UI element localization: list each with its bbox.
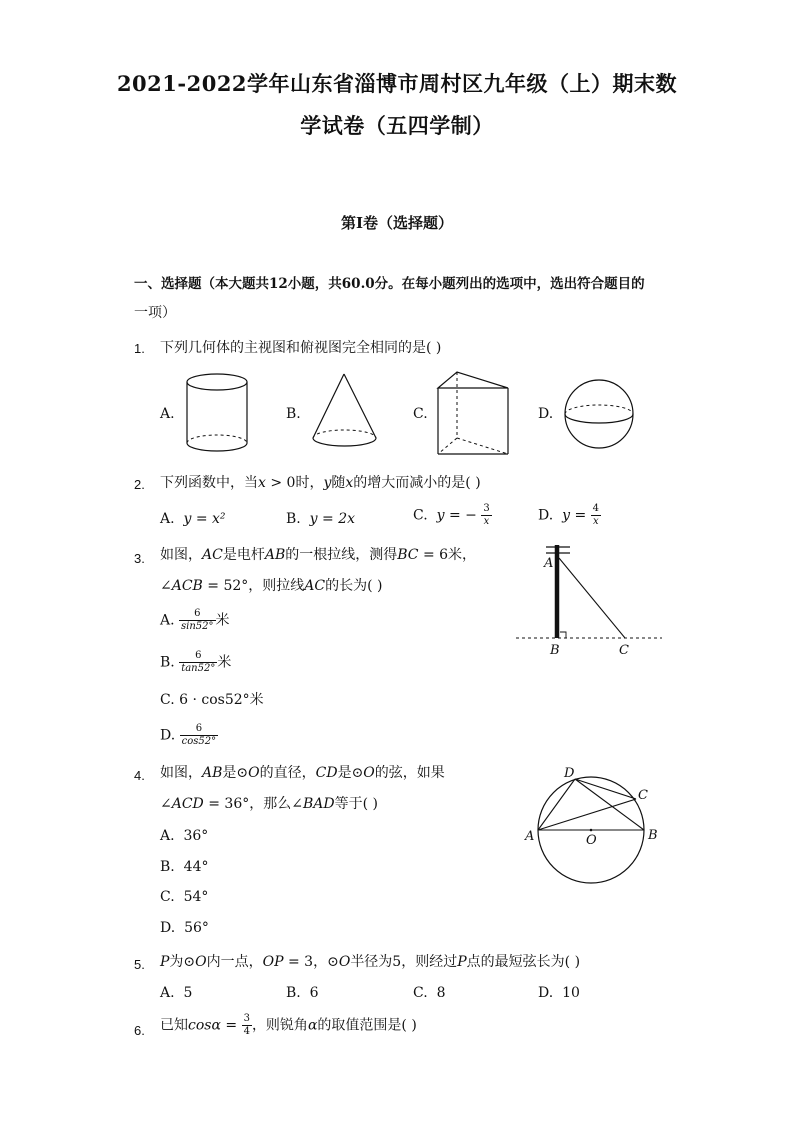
option-c [160, 887, 208, 907]
math-angle: ∠ACD [160, 796, 204, 812]
option-letter: C. [413, 507, 428, 524]
stem-text: 点的最短弦长为( ) [466, 954, 581, 970]
stem-text: 如图， [160, 765, 202, 781]
stem-text: 的长为( ) [325, 578, 383, 594]
option-text: 8 [436, 985, 446, 1001]
option-expression: y = [562, 507, 587, 524]
option-d [538, 503, 601, 528]
fraction [242, 1013, 252, 1038]
fraction [179, 608, 216, 633]
question-stem [160, 1013, 417, 1038]
center-point [590, 829, 593, 832]
stem-text: 的取值范围是( ) [317, 1017, 417, 1034]
math-var: OP [262, 954, 284, 970]
option-letter: C. [160, 889, 175, 905]
label-c: C [638, 788, 648, 803]
math-var: BC [397, 547, 419, 563]
question-stem-line-2 [160, 576, 383, 596]
stem-text: ，则锐角 [251, 1017, 308, 1034]
option-text: 36° [183, 828, 209, 844]
option-b [286, 983, 319, 1003]
option-expression: y = − [436, 507, 477, 524]
right-angle-mark [560, 632, 566, 638]
question-stem [160, 952, 580, 972]
label-o: O [586, 833, 597, 848]
math-expression: cosα [188, 1017, 221, 1034]
utility-pole-figure [510, 540, 670, 660]
stem-text: 的直径， [259, 765, 316, 781]
option-d [538, 983, 580, 1003]
question-number: 1. [134, 341, 145, 356]
option-a [160, 983, 192, 1003]
fraction-numerator: 3 [483, 503, 490, 514]
cylinder-icon [183, 370, 253, 458]
chord-db [575, 779, 644, 830]
fraction-denominator: tan52° [181, 663, 216, 674]
option-letter: D. [160, 920, 176, 936]
circle-figure [520, 762, 668, 890]
fraction-numerator: 3 [243, 1013, 250, 1024]
stem-text: 如图， [160, 547, 202, 563]
option-letter: C. [413, 985, 428, 1001]
math-expression: = [220, 1017, 238, 1034]
fraction-numerator: 6 [179, 608, 216, 621]
option-text: 44° [183, 859, 209, 875]
stem-text: 随 [331, 475, 346, 491]
option-letter: D. [160, 727, 176, 744]
label-d: D [564, 766, 575, 781]
math-var: x [258, 475, 266, 491]
exam-title-line-2: 学试卷（五四学制） [300, 113, 494, 138]
stem-text: 是电杆 [222, 547, 265, 563]
option-c [413, 503, 492, 528]
option-letter: B. [286, 985, 301, 1001]
option-d [160, 723, 218, 748]
question-number: 4. [134, 768, 145, 783]
option-d [160, 918, 209, 938]
option-letter: B. [286, 511, 301, 527]
option-text: 6 · cos52°米 [179, 692, 264, 708]
option-a [160, 826, 208, 846]
stem-text: 是 [222, 765, 237, 781]
fraction-denominator: x [483, 516, 490, 527]
stem-text: 已知 [160, 1017, 188, 1034]
question-stem-line-1 [160, 545, 476, 565]
option-text: 6 [309, 985, 319, 1001]
fraction-numerator: 6 [180, 723, 218, 736]
chord-dc [575, 779, 636, 799]
section-heading: 第Ⅰ卷（选择题） [340, 214, 454, 232]
fraction [180, 723, 218, 748]
label-c: C [619, 643, 629, 658]
stem-text: = 52°，则拉线 [202, 578, 305, 594]
math-angle: ∠ACB [160, 578, 203, 594]
fraction-denominator: 4 [243, 1026, 250, 1037]
math-var: α [307, 1017, 318, 1034]
label-a: A [525, 829, 535, 844]
stem-text: 的弦，如果 [374, 765, 445, 781]
stem-text: 下列函数中，当 [160, 475, 258, 491]
label-b: B [648, 828, 658, 843]
fraction-denominator: x [593, 516, 599, 527]
label-b: B [550, 643, 560, 658]
option-b [160, 650, 231, 675]
option-expression: y = 2x [309, 511, 355, 527]
math-var: P [160, 954, 170, 970]
option-b [160, 857, 208, 877]
stem-text: = 3， [283, 954, 328, 970]
option-text: 5 [183, 985, 193, 1001]
unit: 米 [217, 654, 232, 671]
option-letter: D. [538, 985, 554, 1001]
option-b [286, 509, 355, 529]
question-number: 2. [134, 477, 145, 492]
option-a [160, 608, 230, 633]
label-a: A [544, 556, 554, 571]
option-letter: A. [160, 828, 175, 844]
question-number: 3. [134, 551, 145, 566]
fraction [481, 503, 491, 528]
stem-text: = 36°，那么 [203, 796, 292, 812]
question-stem-line-1 [160, 763, 445, 783]
chord-ad [538, 779, 575, 830]
option-a-label: A. [160, 406, 175, 422]
math-var: CD [315, 765, 338, 781]
question-stem [160, 473, 481, 493]
math-angle: ∠BAD [291, 796, 335, 812]
triangular-prism-icon [433, 368, 513, 460]
stem-text: 等于( ) [334, 796, 378, 812]
option-letter: D. [538, 507, 554, 524]
option-text: 56° [184, 920, 209, 936]
option-text: 54° [183, 889, 209, 905]
stem-text: > 0时， [265, 475, 324, 491]
option-letter: C. [160, 692, 175, 708]
math-var: y [323, 475, 332, 491]
option-letter: A. [160, 612, 175, 629]
fraction-numerator: 4 [592, 503, 600, 514]
option-letter: B. [160, 654, 175, 671]
stem-text: 是 [337, 765, 352, 781]
fraction [591, 503, 601, 528]
math-var: AC [304, 578, 326, 594]
math-var: AC [202, 547, 223, 563]
option-b-label: B. [286, 406, 301, 422]
option-a [160, 509, 226, 529]
part-instructions-line-2: 一项） [134, 305, 176, 321]
stem-text: 为 [169, 954, 184, 970]
stem-text: 半径为5，则经过 [350, 954, 458, 970]
question-stem: 下列几何体的主视图和俯视图完全相同的是( ) [160, 340, 442, 356]
question-number: 5. [134, 957, 145, 972]
math-var: AB [202, 765, 223, 781]
cone-icon [308, 370, 382, 452]
sphere-icon [560, 378, 640, 450]
chord-ac [538, 799, 636, 830]
fraction-numerator: 6 [179, 650, 217, 663]
unit: 米 [215, 612, 230, 629]
fraction-denominator: sin52° [181, 621, 214, 632]
option-c [160, 690, 264, 710]
math-var: x [345, 475, 354, 491]
question-number: 6. [134, 1023, 145, 1038]
math-var: P [457, 954, 467, 970]
stem-text: 内一点， [206, 954, 263, 970]
stem-text: = 6米， [418, 547, 477, 563]
option-letter: A. [160, 511, 175, 527]
stem-text: 的增大而减小的是( ) [353, 475, 481, 491]
stem-text: 的一根拉线，测得 [285, 547, 398, 563]
guy-wire [559, 558, 625, 638]
math-circle: ⊙O [327, 954, 351, 970]
fraction-denominator: cos52° [181, 736, 217, 747]
math-circle: ⊙O [183, 954, 207, 970]
option-letter: A. [160, 985, 175, 1001]
option-letter: B. [160, 859, 175, 875]
option-expression: y = x² [183, 511, 226, 527]
question-stem-line-2 [160, 794, 378, 814]
part-instructions-line-1: 一、选择题（本大题共12小题，共60.0分。在每小题列出的选项中，选出符合题目的 [134, 276, 645, 292]
option-c-label: C. [413, 406, 428, 422]
option-c [413, 983, 446, 1003]
option-text: 10 [562, 985, 580, 1001]
fraction [179, 650, 217, 675]
math-circle: ⊙O [351, 765, 375, 781]
option-d-label: D. [538, 406, 554, 422]
math-circle: ⊙O [236, 765, 260, 781]
exam-title-line-1: 2021-2022学年山东省淄博市周村区九年级（上）期末数 [116, 71, 678, 96]
math-var: AB [264, 547, 286, 563]
